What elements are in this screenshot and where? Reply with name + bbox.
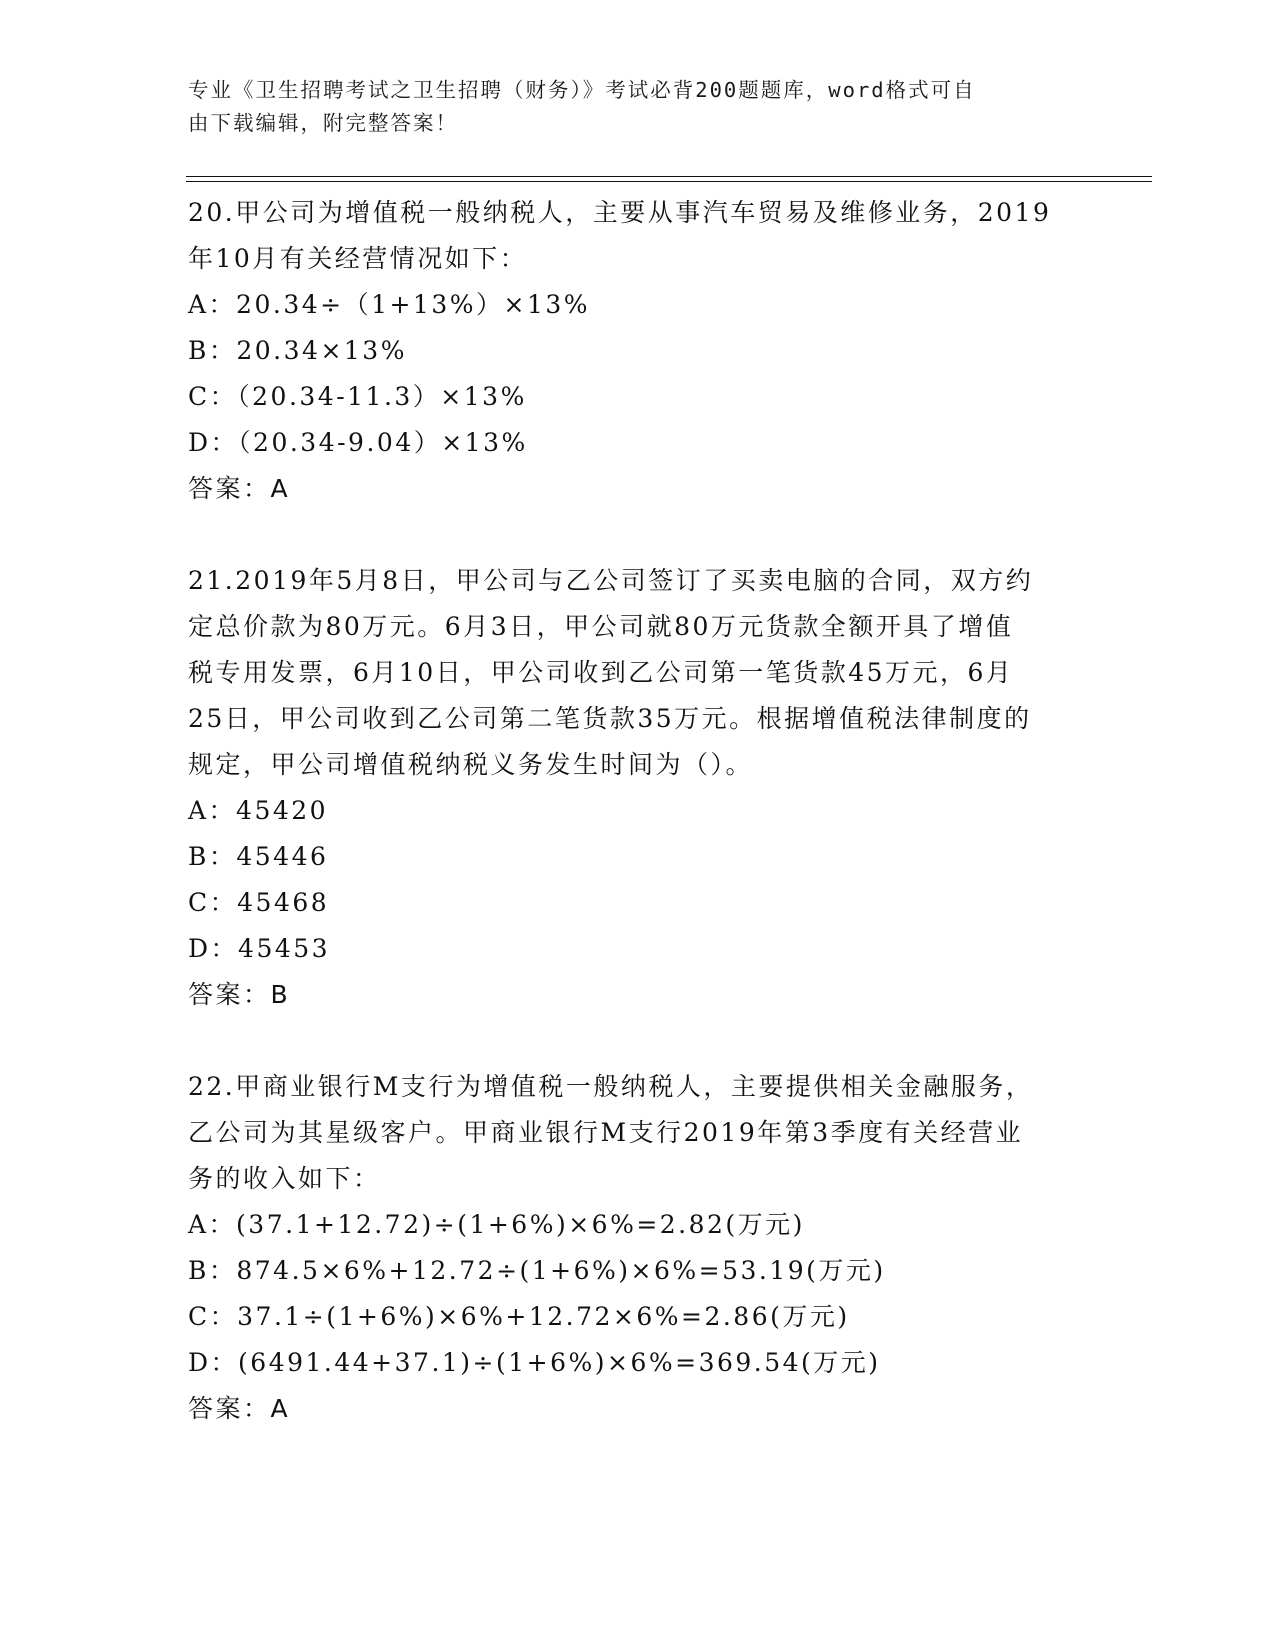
- question-21: [188, 558, 1088, 1018]
- header-divider-top: [186, 176, 1152, 177]
- header-divider-bottom: [186, 181, 1152, 182]
- document-header: [188, 74, 1088, 140]
- option-d: D：（20.34-9.04）×13%: [188, 428, 528, 457]
- option-a: A：(37.1+12.72)÷(1+6%)×6%=2.82(万元): [188, 1210, 805, 1239]
- option-c: C：45468: [188, 888, 330, 917]
- option-b: B：45446: [188, 842, 329, 871]
- question-stem-line: 务的收入如下：: [188, 1164, 381, 1193]
- header-line-1: 专业《卫生招聘考试之卫生招聘（财务）》考试必背200题题库，word格式可自: [188, 78, 976, 102]
- answer-line: 答案：A: [188, 1394, 291, 1423]
- option-b: B：874.5×6%+12.72÷(1+6%)×6%=53.19(万元): [188, 1256, 886, 1285]
- header-line-2: 由下载编辑，附完整答案！: [188, 111, 458, 135]
- question-spacer: [188, 512, 1088, 558]
- option-a: A：45420: [188, 796, 329, 825]
- question-stem-line: 21.2019年5月8日，甲公司与乙公司签订了买卖电脑的合同，双方约: [188, 566, 1034, 595]
- question-stem-line: 定总价款为80万元。6月3日，甲公司就80万元货款全额开具了增值: [188, 612, 1014, 641]
- question-stem-line: 22.甲商业银行M支行为增值税一般纳税人，主要提供相关金融服务，: [188, 1072, 1034, 1101]
- option-c: C：37.1÷(1+6%)×6%+12.72×6%=2.86(万元): [188, 1302, 850, 1331]
- question-stem-line: 税专用发票，6月10日，甲公司收到乙公司第一笔货款45万元，6月: [188, 658, 1014, 687]
- question-22: [188, 1064, 1088, 1432]
- question-stem-line: 乙公司为其星级客户。甲商业银行M支行2019年第3季度有关经营业: [188, 1118, 1024, 1147]
- option-a: A：20.34÷（1+13%）×13%: [188, 290, 591, 319]
- question-stem-line: 25日，甲公司收到乙公司第二笔货款35万元。根据增值税法律制度的: [188, 704, 1032, 733]
- question-list: [188, 190, 1088, 1432]
- question-stem-line: 规定，甲公司增值税纳税义务发生时间为（）。: [188, 750, 754, 779]
- option-d: D：45453: [188, 934, 331, 963]
- option-d: D：(6491.44+37.1)÷(1+6%)×6%=369.54(万元): [188, 1348, 881, 1377]
- option-c: C：（20.34-11.3）×13%: [188, 382, 527, 411]
- question-stem-line: 年10月有关经营情况如下：: [188, 244, 528, 273]
- option-b: B：20.34×13%: [188, 336, 407, 365]
- question-spacer: [188, 1018, 1088, 1064]
- answer-line: 答案：A: [188, 474, 291, 503]
- answer-line: 答案：B: [188, 980, 291, 1009]
- question-stem-line: 20.甲公司为增值税一般纳税人，主要从事汽车贸易及维修业务，2019: [188, 198, 1052, 227]
- question-20: [188, 190, 1088, 512]
